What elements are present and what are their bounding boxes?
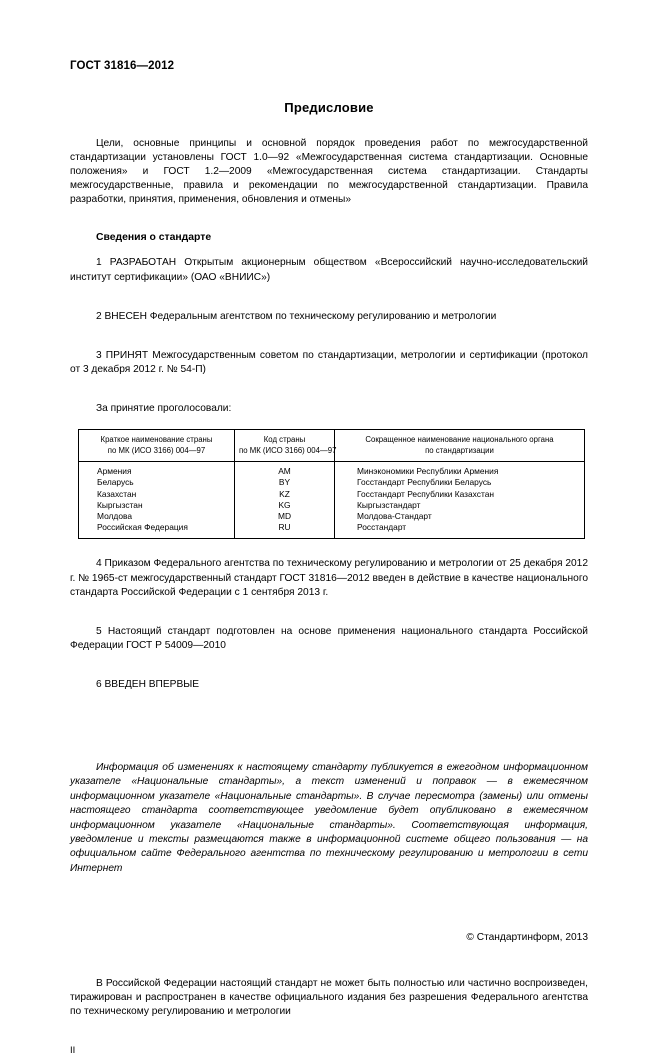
amendment-notice: Информация об изменениях к настоящему стандарту публикуется в ежегодном информационном указателе «Национальные стандарты», а текст изменений и поправок — в ежемесячном информационном указателе «Национальные стандарты». В случае пересмотра (замены) или отмены настоящего стандарта соответствующее уведомление будет опубликовано в ежемесячном информационном указателе «Национальные стандарты». Соответствующая информация, уведомление и тексты размещаются также в информационной системе общего пользования — на официальном сайте Федерального агентства по техническому регулированию и метрологии в сети Интернет <box>70 762 588 874</box>
foreword-item-2: 2 ВНЕСЕН Федеральным агентством по техническому регулированию и метрологии <box>96 310 497 322</box>
cell-national-body-list <box>335 462 585 539</box>
foreword-item-1: 1 РАЗРАБОТАН Открытым акционерным обществом «Всероссийский научно-исследовательский институт сертификации» (ОАО «ВНИИС») <box>70 257 588 283</box>
cell-code: KG <box>278 499 291 510</box>
page-number: II <box>70 1044 76 1056</box>
column-header-country-line1: Краткое наименование страны <box>100 435 213 445</box>
cell-code: MD <box>277 511 292 522</box>
page-content <box>70 60 588 1056</box>
spacer <box>70 666 588 678</box>
column-header-national-body <box>335 430 585 462</box>
vote-lead-in: За принятие проголосовали: <box>96 402 232 414</box>
column-header-country <box>79 430 235 462</box>
cell-country: Молдова <box>97 511 132 522</box>
cell-code: AM <box>278 466 291 477</box>
spacer <box>70 613 588 625</box>
spacer <box>70 705 588 761</box>
foreword-item-5: 5 Настоящий стандарт подготовлен на основе применения национального стандарта Российской Федерации ГОСТ Р 54009—2010 <box>70 625 588 651</box>
copyright-line: © Стандартинформ, 2013 <box>466 932 588 944</box>
foreword-intro-paragraph: Цели, основные принципы и основной порядок проведения работ по межгосударственной стандартизации установлены ГОСТ 1.0—92 «Межгосударственная система стандартизации. Основные положения» и ГОСТ 1.2—2009 «Межгосударственная система стандартизации. Стандарты межгосударственные, правила и рекомендации по межгосударственной стандартизации. Правила разработки, принятия, применения, обновления и отмены» <box>70 138 588 206</box>
cell-national-body: Молдова-Стандарт <box>357 511 432 522</box>
cell-national-body: Госстандарт Республики Беларусь <box>357 477 492 488</box>
spacer <box>70 1033 588 1045</box>
cell-national-body: Кыргызстандарт <box>357 499 421 510</box>
standard-info-subheading: Сведения о стандарте <box>96 232 212 244</box>
cell-code-list <box>235 462 335 539</box>
vote-table <box>78 429 585 539</box>
cell-code: BY <box>278 477 291 488</box>
spacer <box>70 298 588 310</box>
reproduction-notice: В Российской Федерации настоящий стандарт не может быть полностью или частично воспроизведен, тиражирован и распространен в качестве официального издания без разрешения Федерального агентства по техническому регулированию и метрологии <box>70 978 588 1018</box>
spacer <box>70 539 588 557</box>
cell-code: RU <box>278 522 291 533</box>
standard-number: ГОСТ 31816—2012 <box>70 60 175 72</box>
cell-national-body: Минэкономики Республики Армения <box>357 466 499 477</box>
column-header-code-line2: по МК (ИСО 3166) 004—97 <box>239 445 337 455</box>
foreword-item-3: 3 ПРИНЯТ Межгосударственным советом по стандартизации, метрологии и сертификации (протокол от 3 декабря 2012 г. № 54-П) <box>70 349 588 375</box>
spacer <box>70 337 588 349</box>
foreword-item-4: 4 Приказом Федерального агентства по техническому регулированию и метрологии от 25 декабря 2012 г. № 1965-ст межгосударственный стандарт ГОСТ 31816—2012 введен в действие в качестве национального стандарта Российской Федерации с 1 сентября 2013 г. <box>70 558 588 598</box>
page-title: Предисловие <box>284 100 374 115</box>
column-header-code-line1: Код страны <box>263 435 306 445</box>
cell-country: Кыргызстан <box>97 499 143 510</box>
spacer <box>70 390 588 402</box>
cell-country: Российская Федерация <box>97 522 188 533</box>
column-header-national-body-line2: по стандартизации <box>425 445 494 455</box>
spacer <box>70 943 588 977</box>
cell-national-body: Росстандарт <box>357 522 407 533</box>
cell-code: KZ <box>279 488 290 499</box>
cell-country: Казахстан <box>97 488 137 499</box>
table-header-row <box>79 430 585 462</box>
column-header-code <box>235 430 335 462</box>
cell-country: Армения <box>97 466 132 477</box>
column-header-national-body-line1: Сокращенное наименование национального органа <box>365 435 554 445</box>
table-body <box>79 462 585 539</box>
cell-country-list <box>79 462 235 539</box>
cell-national-body: Госстандарт Республики Казахстан <box>357 488 494 499</box>
spacer <box>70 876 588 932</box>
table-row <box>79 462 585 539</box>
spacer <box>70 220 588 232</box>
foreword-item-6: 6 ВВЕДЕН ВПЕРВЫЕ <box>96 678 200 690</box>
column-header-country-line2: по МК (ИСО 3166) 004—97 <box>107 445 206 455</box>
table-header <box>79 430 585 462</box>
cell-country: Беларусь <box>97 477 134 488</box>
